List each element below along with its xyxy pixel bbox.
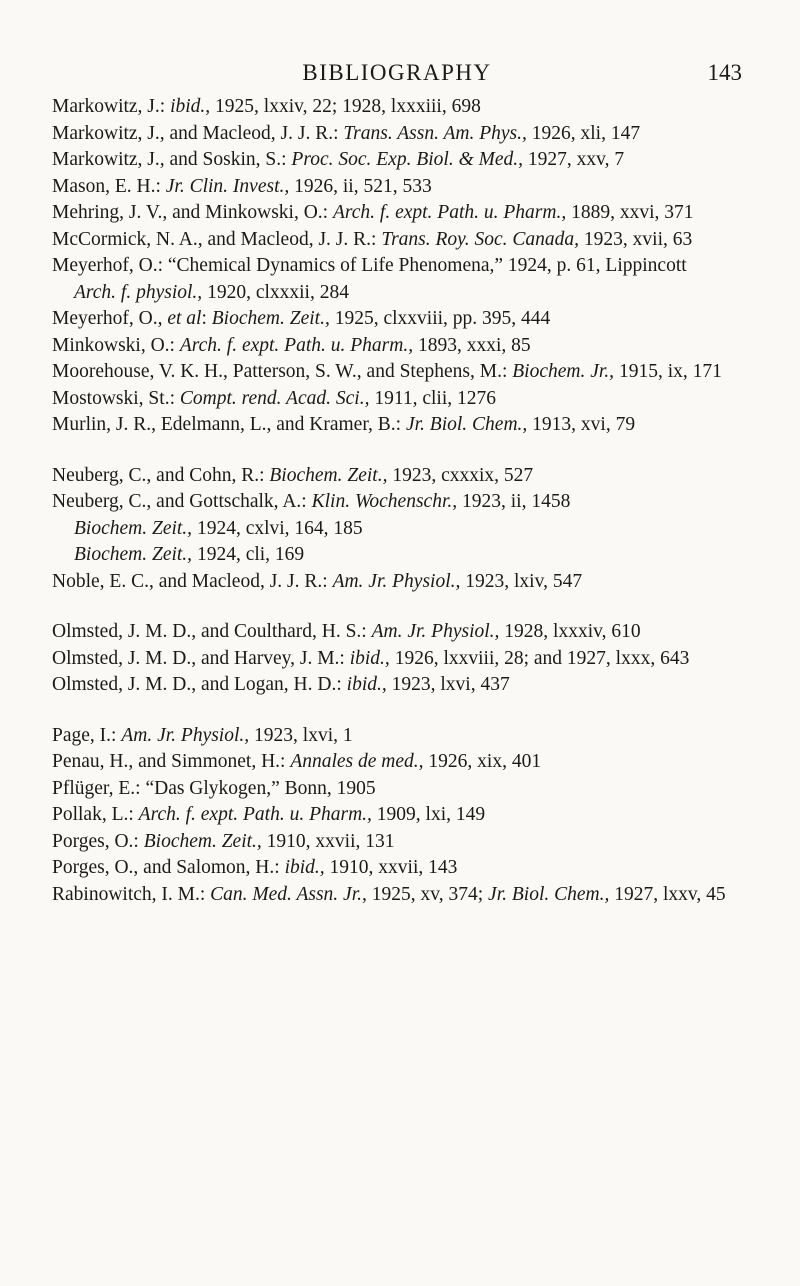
citation-text: Porges, O.: bbox=[52, 830, 144, 852]
bibliography-entry bbox=[52, 280, 748, 307]
bibliography-entry bbox=[52, 776, 748, 803]
citation-text: Moorehouse, V. K. H., Patterson, S. W., and Stephens, M.: bbox=[52, 361, 513, 382]
journal-title: Jr. Biol. Chem., bbox=[405, 414, 528, 435]
citation-text: Page, I.: bbox=[52, 724, 122, 746]
bibliography-entry bbox=[52, 619, 748, 646]
bibliography-entry bbox=[52, 306, 748, 333]
bibliography-entry bbox=[52, 516, 748, 543]
bibliography-entry bbox=[52, 829, 748, 856]
bibliography-entry bbox=[52, 412, 748, 439]
journal-title: Proc. Soc. Exp. Biol. & Med., bbox=[291, 149, 524, 170]
citation-text: Markowitz, J.: bbox=[52, 96, 171, 117]
journal-title: Biochem. Zeit., bbox=[74, 544, 193, 565]
citation-text: : bbox=[201, 308, 212, 329]
journal-title: Biochem. Zeit., bbox=[269, 464, 388, 486]
citation-text: Neuberg, C., and Gottschalk, A.: bbox=[52, 491, 312, 512]
journal-title: Biochem. Zeit., bbox=[74, 517, 193, 539]
entry-group bbox=[52, 94, 748, 439]
bibliography-entry bbox=[52, 386, 748, 413]
journal-title: Can. Med. Assn. Jr., bbox=[210, 883, 367, 905]
bibliography-entry bbox=[52, 121, 748, 148]
citation-text: 1910, xxvii, 143 bbox=[324, 857, 458, 878]
journal-title: Am. Jr. Physiol., bbox=[332, 570, 461, 592]
bibliography-entry bbox=[52, 227, 748, 254]
citation-text: 1910, xxvii, 131 bbox=[261, 830, 395, 852]
journal-title: Klin. Wochenschr., bbox=[311, 491, 458, 512]
citation-text: Pflüger, E.: “Das Glykogen,” Bonn, 1905 bbox=[52, 777, 376, 799]
citation-text: Porges, O., and Salomon, H.: bbox=[52, 857, 285, 878]
citation-text: 1909, lxi, 149 bbox=[371, 804, 486, 825]
journal-title: Trans. Assn. Am. Phys., bbox=[343, 122, 527, 144]
citation-text: 1915, ix, 171 bbox=[614, 361, 722, 382]
citation-text: Markowitz, J., and Soskin, S.: bbox=[52, 149, 292, 170]
journal-title: Arch. f. expt. Path. u. Pharm., bbox=[332, 202, 567, 223]
citation-text: 1893, xxxi, 85 bbox=[413, 334, 531, 356]
citation-text: Noble, E. C., and Macleod, J. J. R.: bbox=[52, 570, 333, 592]
bibliography-entry bbox=[52, 882, 748, 909]
bibliography-entry bbox=[52, 672, 748, 699]
citation-text: 1927, lxxv, 45 bbox=[609, 883, 726, 905]
citation-text: 1928, lxxxiv, 610 bbox=[499, 621, 641, 642]
journal-title: ibid., bbox=[284, 857, 325, 878]
citation-text: 1923, lxiv, 547 bbox=[460, 570, 583, 592]
citation-text: 1925, clxxviii, pp. 395, 444 bbox=[329, 308, 551, 329]
journal-title: Biochem. Jr., bbox=[512, 361, 615, 382]
citation-text: 1923, lxvi, 437 bbox=[386, 674, 510, 695]
bibliography-entry bbox=[52, 646, 748, 673]
citation-text: 1926, xli, 147 bbox=[526, 122, 641, 144]
bibliography-entry bbox=[52, 489, 748, 516]
bibliography-list bbox=[52, 94, 748, 932]
citation-text: 1925, lxxiv, 22; 1928, lxxxiii, 698 bbox=[210, 96, 481, 117]
bibliography-entry bbox=[52, 569, 748, 596]
citation-text: Pollak, L.: bbox=[52, 804, 139, 825]
citation-text: 1926, ii, 521, 533 bbox=[289, 175, 432, 197]
journal-title: Biochem. Zeit., bbox=[211, 308, 330, 329]
journal-title: Am. Jr. Physiol., bbox=[121, 724, 250, 746]
citation-text: 1923, cxxxix, 527 bbox=[387, 464, 534, 486]
citation-text: 1925, xv, 374; bbox=[366, 883, 489, 905]
citation-text: Mostowski, St.: bbox=[52, 387, 180, 409]
journal-title: ibid., bbox=[346, 674, 387, 695]
journal-title: Am. Jr. Physiol., bbox=[371, 621, 500, 642]
bibliography-entry bbox=[52, 253, 748, 280]
citation-text: 1913, xvi, 79 bbox=[527, 414, 636, 435]
citation-text: Olmsted, J. M. D., and Logan, H. D.: bbox=[52, 674, 347, 695]
citation-text: Rabinowitch, I. M.: bbox=[52, 883, 211, 905]
page-header bbox=[52, 58, 742, 88]
citation-text: Mehring, J. V., and Minkowski, O.: bbox=[52, 202, 333, 223]
entry-group bbox=[52, 619, 748, 699]
page-number: 143 bbox=[707, 60, 742, 85]
entry-group bbox=[52, 463, 748, 596]
citation-text: 1923, lxvi, 1 bbox=[249, 724, 353, 746]
bibliography-entry bbox=[52, 174, 748, 201]
journal-title: Arch. f. physiol., bbox=[74, 281, 203, 303]
citation-text: 1927, xxv, 7 bbox=[523, 149, 625, 170]
bibliography-entry bbox=[52, 147, 748, 174]
citation-text: Minkowski, O.: bbox=[52, 334, 180, 356]
citation-text: Olmsted, J. M. D., and Coulthard, H. S.: bbox=[52, 621, 372, 642]
bibliography-entry bbox=[52, 723, 748, 750]
citation-text: 1889, xxvi, 371 bbox=[566, 202, 694, 223]
bibliography-entry bbox=[52, 359, 748, 386]
citation-text: Murlin, J. R., Edelmann, L., and Kramer, B.: bbox=[52, 414, 406, 435]
bibliography-entry bbox=[52, 855, 748, 882]
citation-text: Olmsted, J. M. D., and Harvey, J. M.: bbox=[52, 647, 350, 669]
journal-title: Jr. Biol. Chem., bbox=[488, 883, 610, 905]
citation-text: Mason, E. H.: bbox=[52, 175, 166, 197]
journal-title: Trans. Roy. Soc. Canada, bbox=[381, 228, 580, 250]
citation-text: Neuberg, C., and Cohn, R.: bbox=[52, 464, 270, 486]
journal-title: ibid., bbox=[170, 96, 211, 117]
citation-text: 1926, lxxviii, 28; and 1927, lxxx, 643 bbox=[389, 647, 690, 669]
journal-title: Jr. Clin. Invest., bbox=[165, 175, 290, 197]
citation-text: 1924, cli, 169 bbox=[192, 544, 305, 565]
citation-text: 1926, xix, 401 bbox=[423, 751, 542, 772]
journal-title: Arch. f. expt. Path. u. Pharm., bbox=[179, 334, 414, 356]
citation-text: Meyerhof, O., bbox=[52, 308, 168, 329]
bibliography-entry bbox=[52, 200, 748, 227]
journal-title: et al bbox=[167, 308, 202, 329]
citation-text: 1924, cxlvi, 164, 185 bbox=[192, 517, 363, 539]
entry-group bbox=[52, 723, 748, 909]
bibliography-entry bbox=[52, 333, 748, 360]
citation-text: 1923, ii, 1458 bbox=[457, 491, 571, 512]
bibliography-entry bbox=[52, 463, 748, 490]
journal-title: Arch. f. expt. Path. u. Pharm., bbox=[138, 804, 372, 825]
citation-text: Penau, H., and Simmonet, H.: bbox=[52, 751, 291, 772]
journal-title: ibid., bbox=[349, 647, 390, 669]
journal-title: Annales de med., bbox=[290, 751, 424, 772]
citation-text: Meyerhof, O.: “Chemical Dynamics of Life Phenomena,” 1924, p. 61, Lippincott bbox=[52, 255, 687, 276]
citation-text: Markowitz, J., and Macleod, J. J. R.: bbox=[52, 122, 344, 144]
bibliography-entry bbox=[52, 802, 748, 829]
bibliography-entry bbox=[52, 749, 748, 776]
citation-text: 1911, clii, 1276 bbox=[369, 387, 497, 409]
bibliography-entry bbox=[52, 542, 748, 569]
bibliography-entry bbox=[52, 94, 748, 121]
citation-text: McCormick, N. A., and Macleod, J. J. R.: bbox=[52, 228, 382, 250]
journal-title: Compt. rend. Acad. Sci., bbox=[179, 387, 370, 409]
journal-title: Biochem. Zeit., bbox=[143, 830, 262, 852]
citation-text: 1920, clxxxii, 284 bbox=[202, 281, 349, 303]
citation-text: 1923, xvii, 63 bbox=[579, 228, 693, 250]
running-title: BIBLIOGRAPHY bbox=[302, 60, 492, 85]
